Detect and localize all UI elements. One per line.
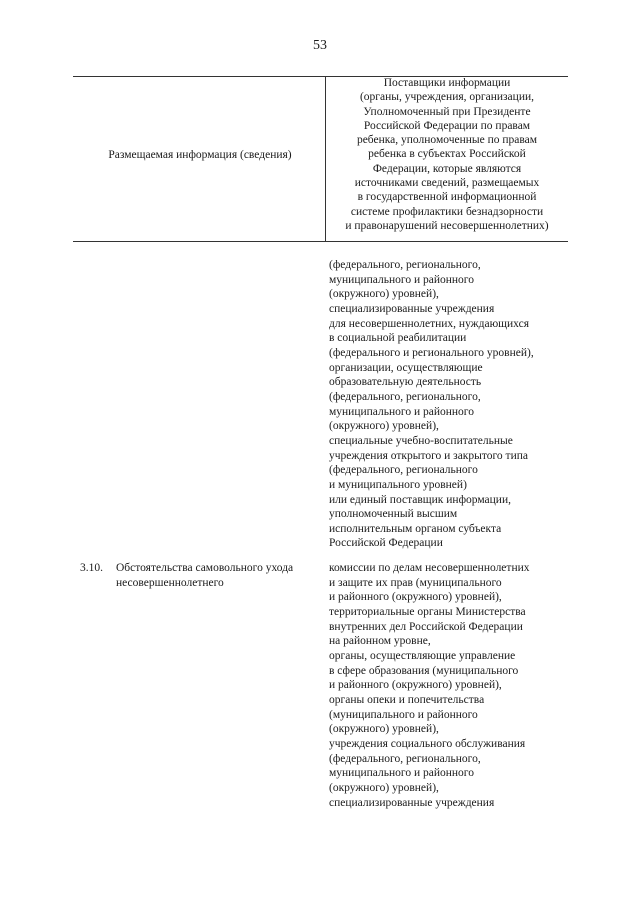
provider-line: для несовершеннолетних, нуждающихся: [329, 317, 529, 330]
provider-line: организации, осуществляющие: [329, 361, 483, 374]
provider-line: муниципального и районного: [329, 767, 474, 780]
header-provider-line: ребенка в субъектах Российской: [368, 148, 526, 161]
header-provider-line: Уполномоченный при Президенте: [363, 105, 531, 118]
provider-line: образовательную деятельность: [329, 376, 482, 389]
continued-provider-list: [329, 258, 534, 551]
provider-line: на районном уровне,: [329, 635, 431, 648]
header-provider-line: в государственной информационной: [357, 191, 537, 204]
header-provider-line: ребенка, уполномоченные по правам: [356, 134, 538, 147]
header-provider-line: источниками сведений, размещаемых: [354, 177, 540, 190]
row-number: 3.10.: [80, 562, 103, 574]
provider-line: (федерального, регионального: [329, 464, 478, 477]
provider-line: муниципального и районного: [329, 273, 474, 286]
header-provider-line: Поставщики информации: [383, 77, 511, 89]
provider-line: (окружного) уровней),: [329, 723, 439, 736]
provider-line: в сфере образования (муниципального: [329, 664, 519, 677]
info-line: Обстоятельства самовольного ухода: [116, 562, 294, 574]
provider-line: органы, осуществляющие управление: [329, 649, 516, 662]
provider-line: (окружного) уровней),: [329, 781, 439, 794]
header-provider-line: (органы, учреждения, организации,: [359, 91, 535, 104]
header-provider-line: Федерации, которые являются: [372, 162, 522, 175]
provider-line: комиссии по делам несовершеннолетних: [329, 562, 530, 574]
header-provider-line: и правонарушений несовершеннолетних): [345, 219, 549, 232]
provider-line: специальные учебно-воспитательные: [329, 434, 513, 447]
header-provider-line: системе профилактики безнадзорности: [350, 205, 544, 218]
table-header-bottom-rule: [73, 241, 568, 242]
provider-line: территориальные органы Министерства: [329, 605, 526, 618]
provider-line: уполномоченный высшим: [329, 508, 458, 521]
provider-line: (федерального, регионального,: [329, 752, 481, 765]
page-number: 53: [313, 38, 327, 53]
provider-line: (федерального, регионального,: [329, 390, 481, 403]
provider-line: или единый поставщик информации,: [329, 493, 511, 506]
provider-line: (окружного) уровней),: [329, 288, 439, 301]
provider-line: исполнительным органом субъекта: [329, 522, 502, 535]
header-info-column: Размещаемая информация (сведения): [108, 149, 292, 161]
provider-line: (федерального, регионального,: [329, 259, 481, 271]
provider-line: (муниципального и районного: [329, 708, 478, 721]
provider-line: учреждения социального обслуживания: [329, 737, 526, 750]
row-provider-cell: [329, 561, 530, 810]
provider-line: и муниципального уровней): [329, 478, 467, 491]
provider-line: и защите их прав (муниципального: [329, 576, 502, 589]
provider-line: муниципального и районного: [329, 405, 474, 418]
header-provider-line: Российской Федерации по правам: [363, 119, 531, 132]
provider-line: и районного (окружного) уровней),: [329, 679, 502, 692]
provider-line: учреждения открытого и закрытого типа: [329, 449, 528, 462]
row-info-cell: [116, 561, 293, 590]
provider-line: (федерального и регионального уровней),: [329, 346, 534, 359]
info-line: несовершеннолетнего: [116, 576, 224, 589]
provider-line: Российской Федерации: [329, 537, 443, 550]
provider-line: органы опеки и попечительства: [329, 693, 485, 706]
provider-line: специализированные учреждения: [329, 796, 495, 809]
header-provider-column: [325, 76, 569, 233]
provider-line: (окружного) уровней),: [329, 420, 439, 433]
provider-line: в социальной реабилитации: [329, 332, 467, 345]
provider-line: внутренних дел Российской Федерации: [329, 620, 523, 633]
provider-line: специализированные учреждения: [329, 302, 495, 315]
provider-line: и районного (окружного) уровней),: [329, 591, 502, 604]
